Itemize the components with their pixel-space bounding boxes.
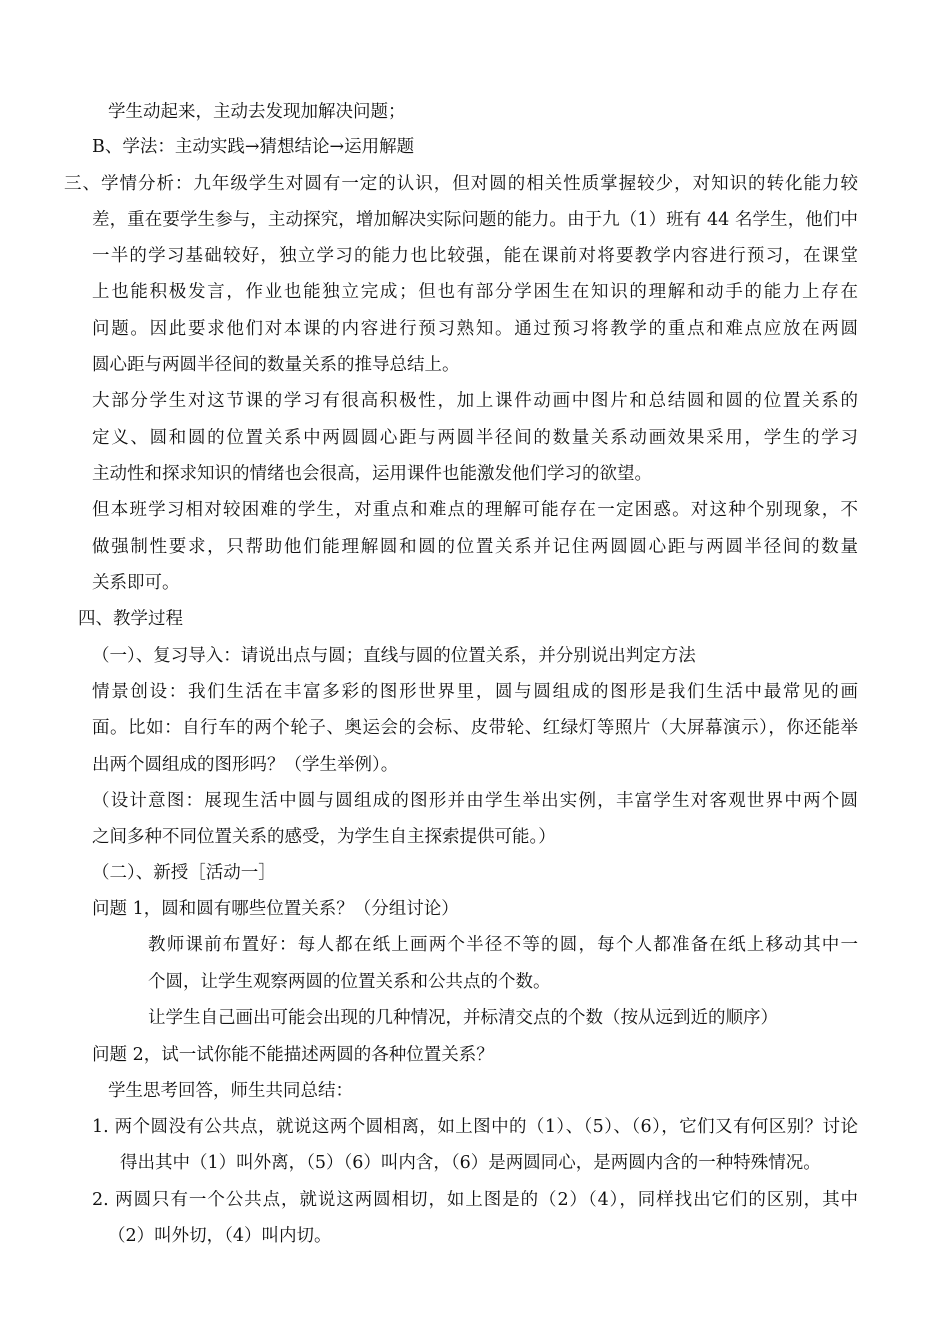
text-line: 问题。因此要求他们对本课的内容进行预习熟知。通过预习将教学的重点和难点应放在两圆 [92,319,858,339]
text-line: 教师课前布置好：每人都在纸上画两个半径不等的圆，每个人都准备在纸上移动其中一 [148,935,858,955]
numbered-item: 1. 两个圆没有公共点，就说这两个圆相离，如上图中的（1）、（5）、（6），它们又有何区别？讨论 [92,1117,858,1137]
text-line: 出两个圆组成的图形吗？（学生举例）。 [92,755,399,775]
section-three-heading-line: 三、学情分析：九年级学生对圆有一定的认识，但对圆的相关性质掌握较少，对知识的转化能力较 [64,174,858,194]
subsection-heading: （一）、复习导入：请说出点与圆；直线与圆的位置关系，并分别说出判定方法 [92,646,696,666]
text-line: B、学法：主动实践→猜想结论→运用解题 [92,137,415,157]
text-line: 学生思考回答，师生共同总结： [108,1081,353,1101]
subsection-heading: （二）、新授［活动一］ [92,863,276,883]
text-line: 但本班学习相对较困难的学生，对重点和难点的理解可能存在一定困惑。对这种个别现象，不 [92,500,858,520]
text-line: 个圆，让学生观察两圆的位置关系和公共点的个数。 [148,972,551,992]
text-line: 主动性和探求知识的情绪也会很高，运用课件也能激发他们学习的欲望。 [92,464,652,484]
text-line: 之间多种不同位置关系的感受，为学生自主探索提供可能。） [92,827,556,847]
text-line: 关系即可。 [92,573,180,593]
text-line: 定义、圆和圆的位置关系中两圆圆心距与两圆半径间的数量关系动画效果采用，学生的学习 [92,428,858,448]
text-line: 大部分学生对这节课的学习有很高积极性，加上课件动画中图片和总结圆和圆的位置关系的 [92,391,858,411]
section-four-heading: 四、教学过程 [78,609,183,629]
text-line: 让学生自己画出可能会出现的几种情况，并标清交点的个数（按从远到近的顺序） [148,1008,778,1028]
text-line: （2）叫外切，（4）叫内切。 [108,1226,332,1246]
text-line: （设计意图：展现生活中圆与圆组成的图形并由学生举出实例，丰富学生对客观世界中两个圆 [92,791,858,811]
text-line: 一半的学习基础较好，独立学习的能力也比较强，能在课前对将要教学内容进行预习，在课堂 [92,246,858,266]
text-line: 圆心距与两圆半径间的数量关系的推导总结上。 [92,355,460,375]
question-line: 问题 1，圆和圆有哪些位置关系？（分组讨论） [92,899,459,919]
text-line: 得出其中（1）叫外离，（5）（6）叫内含，（6）是两圆同心，是两圆内含的一种特殊情况。 [120,1153,821,1173]
question-line: 问题 2，试一试你能不能描述两圆的各种位置关系？ [92,1045,494,1065]
numbered-item: 2. 两圆只有一个公共点，就说这两圆相切，如上图是的（2）（4），同样找出它们的区别，其中 [92,1190,858,1210]
text-line: 做强制性要求，只帮助他们能理解圆和圆的位置关系并记住两圆圆心距与两圆半径间的数量 [92,537,858,557]
text-line: 情景创设：我们生活在丰富多彩的图形世界里，圆与圆组成的图形是我们生活中最常见的画 [92,682,858,702]
text-line: 差，重在要学生参与，主动探究，增加解决实际问题的能力。由于九（1）班有 44 名学生，他们中 [92,210,858,230]
text-line: 上也能积极发言，作业也能独立完成；但也有部分学困生在知识的理解和动手的能力上存在 [92,282,858,302]
text-line: 面。比如：自行车的两个轮子、奥运会的会标、皮带轮、红绿灯等照片（大屏幕演示），你还能举 [92,718,858,738]
text-line: 学生动起来，主动去发现加解决问题； [108,102,406,122]
